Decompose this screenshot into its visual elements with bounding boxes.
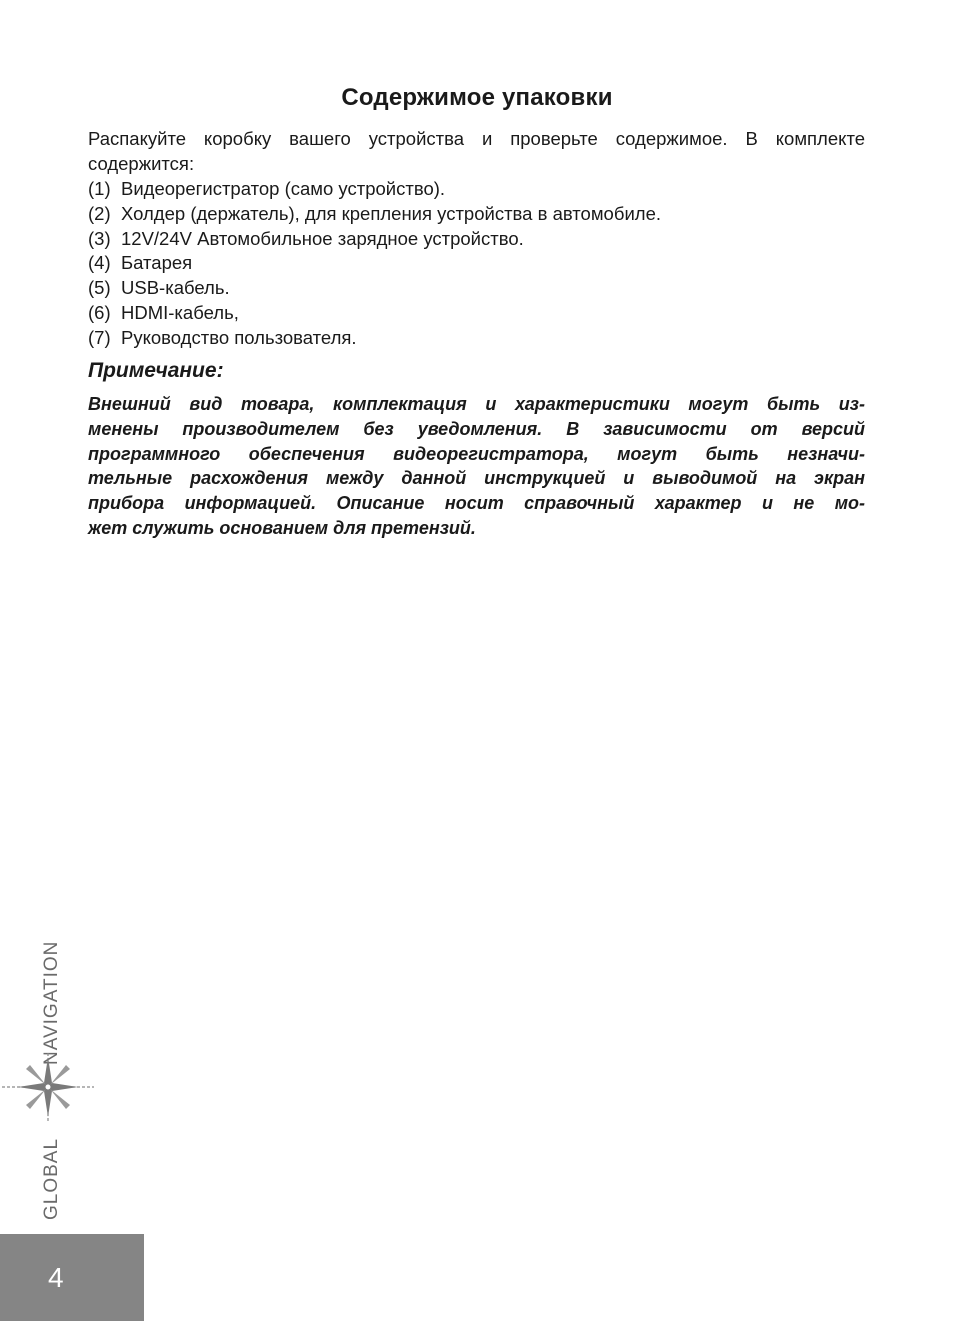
item-number: (7) (88, 326, 111, 348)
item-number: (2) (88, 202, 111, 224)
package-contents-list (88, 177, 661, 351)
item-number: (4) (88, 252, 111, 274)
page-number: 4 (48, 1262, 64, 1293)
global-navigation-logo (0, 905, 100, 1225)
note-line: тельные расхождения между данной инструкцией и выводимой на экран (88, 468, 865, 489)
item-number: (3) (88, 227, 111, 249)
item-text: Холдер (держатель), для крепления устройства в автомобиле. (121, 202, 661, 224)
item-text: Видеорегистратор (само устройство). (121, 178, 446, 199)
intro-paragraph: Распакуйте коробку вашего устройства и проверьте содержимое. В комплекте содержится: (88, 128, 865, 174)
page-number-box (0, 1234, 144, 1321)
item-text: 12V/24V Автомобильное зарядное устройство. (121, 227, 524, 249)
note-line: менены производителем без уведомления. В зависимости от версий (88, 418, 865, 439)
list-item (88, 301, 661, 326)
list-item (88, 276, 661, 301)
compass-star-icon (2, 1053, 94, 1121)
item-number: (1) (88, 178, 111, 199)
list-item (88, 202, 661, 227)
list-item (88, 227, 661, 252)
logo-word-navigation: NAVIGATION (41, 940, 62, 1065)
note-line: прибора информацией. Описание носит справочный характер и не мо- (88, 493, 865, 514)
item-text: USB-кабель. (121, 277, 230, 299)
list-item (88, 177, 661, 202)
list-item (88, 326, 661, 351)
list-item (88, 251, 661, 276)
item-number: (5) (88, 277, 111, 299)
note-body (88, 392, 865, 541)
item-text: Батарея (121, 252, 193, 274)
note-line: программного обеспечения видеорегистратора, могут быть незначи- (88, 443, 865, 464)
logo-word-global: GLOBAL (41, 1137, 62, 1220)
note-line: Внешний вид товара, комплектация и характеристики могут быть из- (88, 394, 865, 414)
note-heading: Примечание: (88, 359, 224, 382)
page-title: Содержимое упаковки (341, 84, 613, 111)
item-text: Руководство пользователя. (121, 326, 357, 348)
item-text: HDMI-кабель, (121, 301, 239, 323)
item-number: (6) (88, 301, 111, 323)
note-line: жет служить основанием для претензий. (88, 517, 476, 538)
